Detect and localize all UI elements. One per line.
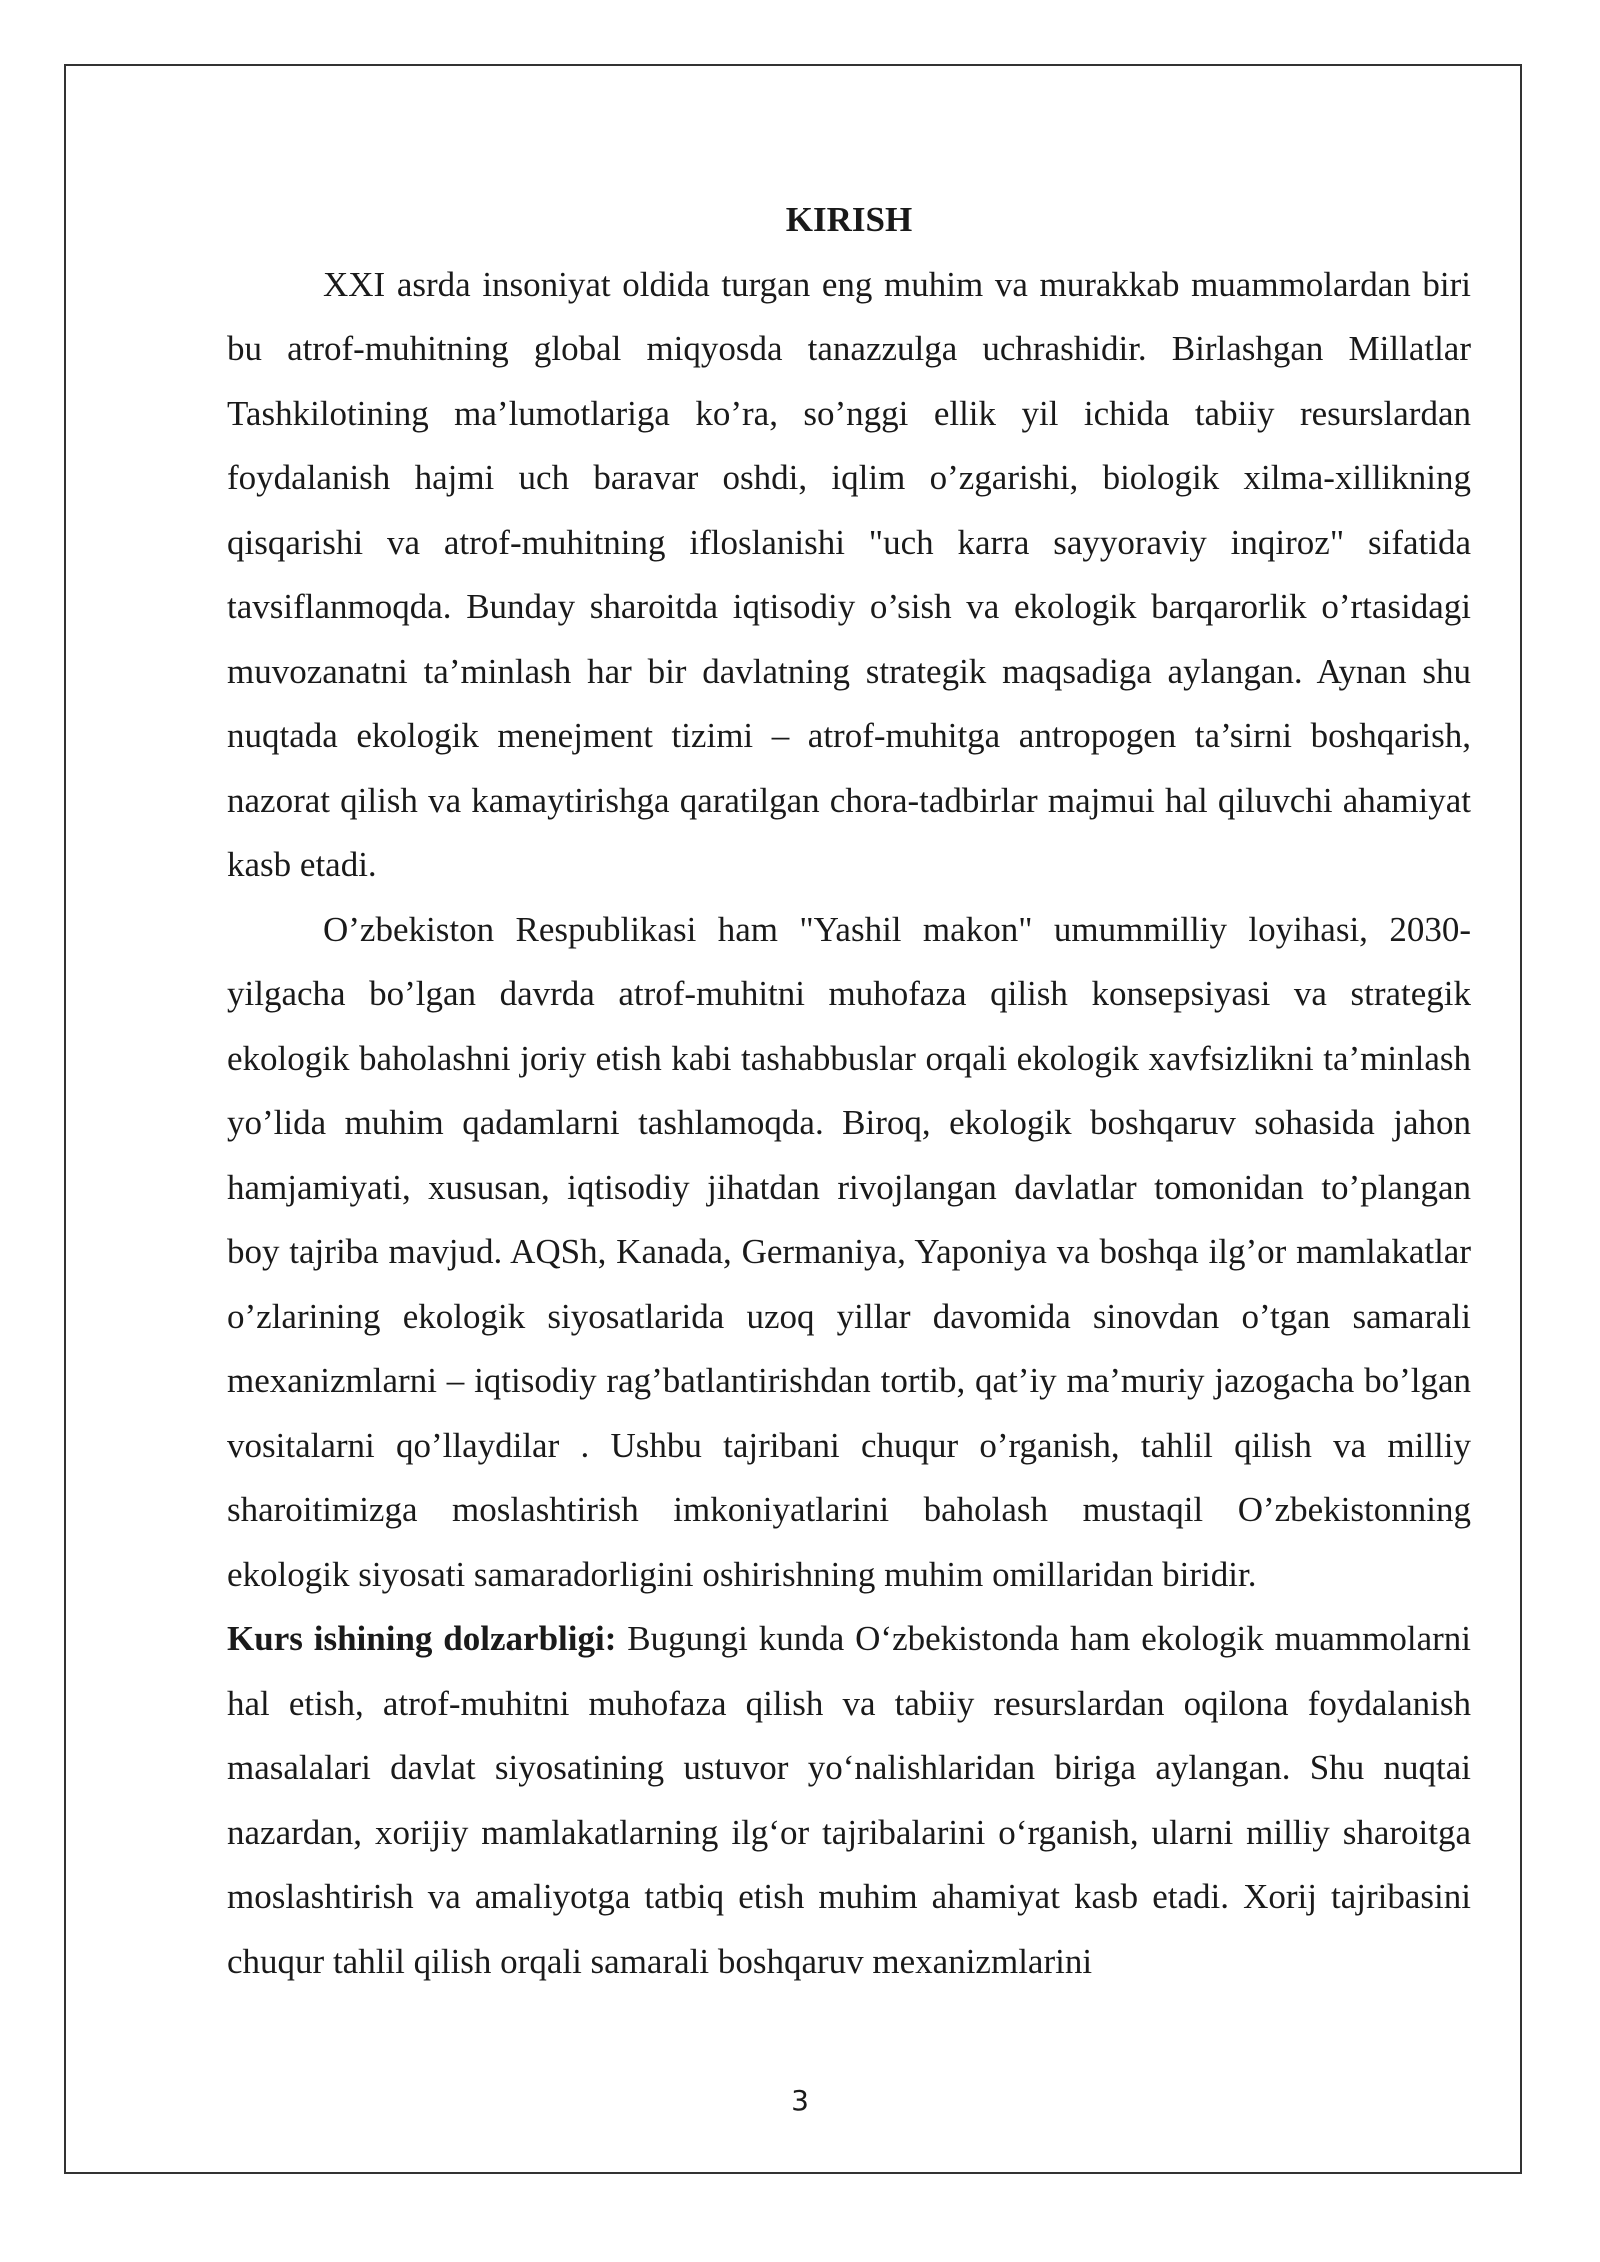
- paragraph-relevance: [227, 1607, 1471, 1994]
- paragraph-intro: XXI asrda insoniyat oldida turgan eng muhim va murakkab muammolardan biri bu atrof-muhitning global miqyosda tanazzulga uchrashidir. Birlashgan Millatlar Tashkilotining ma’lumotlariga ko’ra, so’nggi ellik yil ichida tabiiy resurslardan foydalanish hajmi uch baravar oshdi, iqlim o’zgarishi, biologik xilma-xillikning qisqarishi va atrof-muhitning ifloslanishi "uch karra sayyoraviy inqiroz" sifatida tavsiflanmoqda. Bunday sharoitda iqtisodiy o’sish va ekologik barqarorlik o’rtasidagi muvozanatni ta’minlash har bir davlatning strategik maqsadiga aylangan. Aynan shu nuqtada ekologik menejment tizimi – atrof-muhitga antropogen ta’sirni boshqarish, nazorat qilish va kamaytirishga qaratilgan chora-tadbirlar majmui hal qiluvchi ahamiyat kasb etadi.: [227, 264, 1471, 884]
- relevance-text: Bugungi kunda O‘zbekistonda ham ekologik muammolarni hal etish, atrof-muhitni muhofaza qilish va tabiiy resurslardan oqilona foydalanish masalalari davlat siyosatining ustuvor yo‘nalishlaridan biriga aylangan. Shu nuqtai nazardan, xorijiy mamlakatlarning ilg‘or tajribalarini o‘rganish, ularni milliy sharoitga moslashtirish va amaliyotga tatbiq etish muhim ahamiyat kasb etadi. Xorij tajribasini chuqur tahlil qilish orqali samarali boshqaruv mexanizmlarini: [227, 1619, 1472, 1981]
- document-body: [227, 188, 1471, 1994]
- page-number: 3: [791, 2084, 809, 2117]
- relevance-heading: Kurs ishining dolzarbligi:: [227, 1619, 617, 1658]
- paragraph-uzbekistan: O’zbekiston Respublikasi ham "Yashil makon" umummilliy loyihasi, 2030-yilgacha bo’lgan davrda atrof-muhitni muhofaza qilish konsepsiyasi va strategik ekologik baholashni joriy etish kabi tashabbuslar orqali ekologik xavfsizlikni ta’minlash yo’lida muhim qadamlarni tashlamoqda. Biroq, ekologik boshqaruv sohasida jahon hamjamiyati, xususan, iqtisodiy jihatdan rivojlangan davlatlar tomonidan to’plangan boy tajriba mavjud. AQSh, Kanada, Germaniya, Yaponiya va boshqa ilg’or mamlakatlar o’zlarining ekologik siyosatlarida uzoq yillar davomida sinovdan o’tgan samarali mexanizmlarni – iqtisodiy rag’batlantirishdan tortib, qat’iy ma’muriy jazogacha bo’lgan vositalarni qo’llaydilar . Ushbu tajribani chuqur o’rganish, tahlil qilish va milliy sharoitimizga moslashtirish imkoniyatlarini baholash mustaqil O’zbekistonning ekologik siyosati samaradorligini oshirishning muhim omillaridan biridir.: [227, 909, 1471, 1594]
- section-title: KIRISH: [785, 200, 913, 239]
